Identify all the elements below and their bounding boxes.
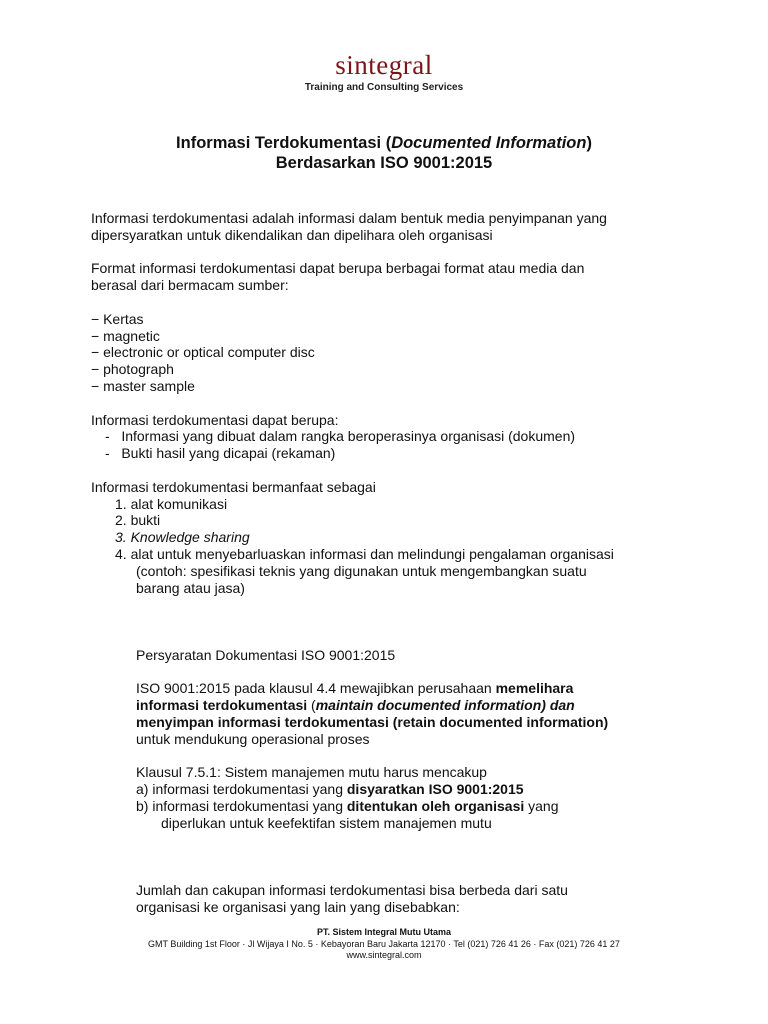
footer-company: PT. Sistem Integral Mutu Utama [316, 927, 452, 937]
brand-tagline: Training and Consulting Services [304, 82, 464, 93]
clause-intro: Klausul 7.5.1: Sistem manajemen mutu harus mencakup [136, 764, 487, 781]
req-bold-italic: maintain documented information) dan [315, 697, 575, 714]
requirements-line-1 [136, 680, 691, 697]
format-item: − master sample [91, 377, 195, 394]
benefits-item-1: 1. alat komunikasi [115, 495, 228, 512]
document-body [91, 210, 691, 915]
clause-text: b) informasi terdokumentasi yang [136, 797, 347, 814]
title-text: Informasi Terdokumentasi ( [176, 134, 392, 152]
page-footer [0, 927, 768, 962]
format-item: − Kertas [91, 310, 144, 327]
forms-intro: Informasi terdokumentasi dapat berupa: [91, 411, 339, 428]
requirements-line-3 [136, 714, 691, 731]
format-item: − photograph [91, 361, 174, 378]
req-bold: memelihara [495, 680, 574, 697]
title-close: ) [586, 134, 592, 152]
req-bold: menyimpan informasi terdokumentasi (retain documented information) [136, 713, 609, 730]
footer-website: www.sintegral.com [346, 950, 422, 960]
document-title [0, 133, 768, 173]
benefits-item-4-cont: barang atau jasa) [136, 579, 245, 596]
scope-line-2: organisasi ke organisasi yang lain yang disebabkan: [136, 898, 460, 915]
title-line-2: Berdasarkan ISO 9001:2015 [275, 154, 493, 172]
forms-item: - Informasi yang dibuat dalam rangka beroperasinya organisasi (dokumen) [105, 428, 576, 445]
clause-b-cont: diperlukan untuk keefektifan sistem manajemen mutu [161, 814, 492, 831]
benefits-intro: Informasi terdokumentasi bermanfaat sebagai [91, 478, 376, 495]
benefits-item-4-cont: (contoh: spesifikasi teknis yang digunakan untuk mengembangkan suatu [136, 562, 587, 579]
definition-line-1: Informasi terdokumentasi adalah informasi dalam bentuk media penyimpanan yang [91, 210, 607, 226]
title-line-1 [0, 133, 768, 153]
definition-line-2: dipersyaratkan untuk dikendalikan dan dipelihara oleh organisasi [91, 226, 493, 243]
clause-a [136, 781, 691, 798]
benefits-item-3: 3. Knowledge sharing [115, 529, 250, 546]
clause-b [136, 798, 691, 815]
scope-line-1: Jumlah dan cakupan informasi terdokumentasi bisa berbeda dari satu [136, 881, 568, 898]
forms-item: - Bukti hasil yang dicapai (rekaman) [105, 445, 336, 462]
format-line-1: Format informasi terdokumentasi dapat berupa berbagai format atau media dan [91, 260, 585, 277]
title-italic: Documented Information [391, 134, 587, 152]
requirements-line-2 [136, 697, 691, 714]
req-text: ISO 9001:2015 pada klausul 4.4 mewajibkan perusahaan [136, 680, 496, 697]
req-bold: informasi terdokumentasi [136, 697, 308, 714]
benefits-item-2: 2. bukti [115, 512, 161, 529]
requirements-line-4: untuk mendukung operasional proses [136, 730, 370, 747]
benefits-item-4: 4. alat untuk menyebarluaskan informasi dan melindungi pengalaman organisasi [115, 545, 614, 562]
format-line-2: berasal dari bermacam sumber: [91, 277, 289, 294]
format-item: − magnetic [91, 327, 160, 344]
clause-text: a) informasi terdokumentasi yang [136, 781, 347, 798]
requirements-heading: Persyaratan Dokumentasi ISO 9001:2015 [136, 646, 396, 663]
brand-logo: sintegral [335, 50, 433, 80]
format-item: − electronic or optical computer disc [91, 344, 315, 361]
req-text: ( [307, 697, 316, 714]
clause-text: yang [524, 797, 559, 814]
clause-bold: disyaratkan ISO 9001:2015 [346, 781, 524, 798]
requirements-paragraph [136, 680, 691, 747]
clause-bold: ditentukan oleh organisasi [346, 797, 525, 814]
footer-address: GMT Building 1st Floor · Jl Wijaya I No. 5 · Kebayoran Baru Jakarta 12170 · Tel (021) 726 41 26 · Fax (021) 726 41 27 [148, 938, 620, 949]
